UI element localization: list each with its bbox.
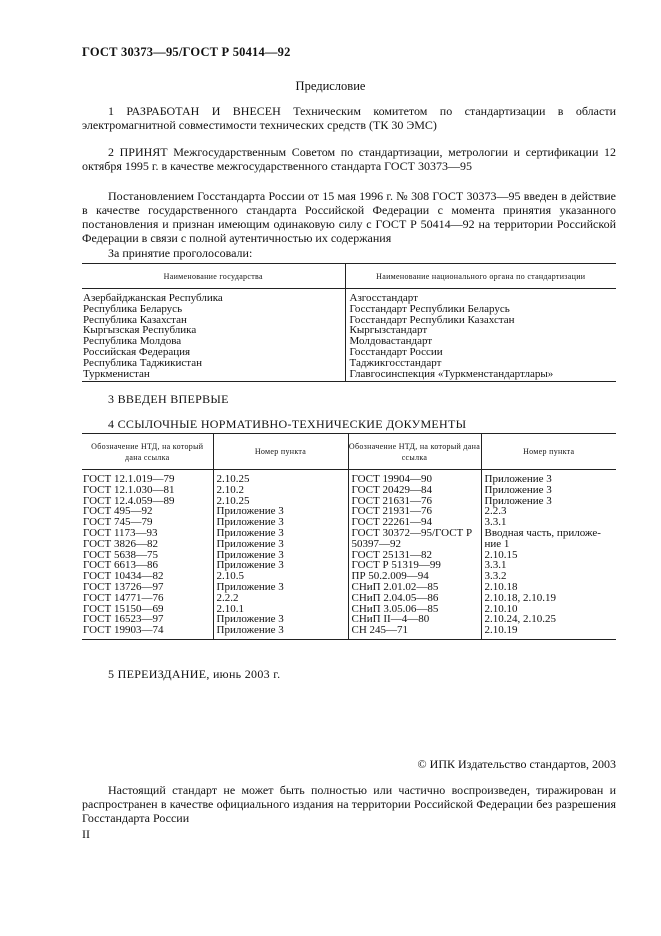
clause-cell: 2.10.10 [481, 604, 616, 615]
decree-paragraph [82, 189, 616, 245]
clause-cell: 2.10.5 [213, 571, 348, 582]
clause-cell: Приложение 3 [213, 550, 348, 561]
notice-text: Настоящий стандарт не может быть полностью или частично воспроизведен, тиражирован и распространен в качестве официального издания на территории Российской Федерации без разрешения Госстандарта России [82, 783, 616, 825]
clause-cell: Приложение 3 [213, 506, 348, 517]
decree-text: Постановлением Госстандарта России от 15 мая 1996 г. № 308 ГОСТ 30373—95 введен в действие в качестве государственного стандарта Российской Федерации с момента принятия указанного постановления и признан имеющим одинаковую силу с ГОСТ Р 50414—92 на территории Российской Федерации в связи с полной аутентичностью их содержания [82, 189, 616, 245]
ntd-cell: ГОСТ 21931—76 [348, 506, 481, 517]
state-cell: Азербайджанская Республика [83, 292, 223, 304]
section-3-heading: 3 ВВЕДЕН ВПЕРВЫЕ [108, 392, 229, 406]
ntd-cell: ГОСТ 15150—69 [83, 602, 164, 615]
voted-label: За принятие проголосовали: [108, 246, 253, 260]
table-row [82, 289, 616, 304]
clause-cell: 2.2.3 [481, 506, 616, 517]
ntd-cell: ГОСТ 13726—97 [83, 580, 164, 593]
ntd-cell: ГОСТ 19904—90 [348, 470, 481, 485]
clause-cell: 2.10.19 [481, 625, 616, 639]
clause-cell: ние 1 [481, 539, 616, 550]
references-table-header [82, 434, 616, 470]
clause-cell: Приложение 3 [213, 517, 348, 528]
table-row [82, 550, 616, 561]
ntd-cell: 50397—92 [348, 539, 481, 550]
ntd-cell: ГОСТ 14771—76 [83, 591, 164, 604]
copyright-line: © ИПК Издательство стандартов, 2003 [417, 757, 616, 771]
page-title: Предисловие [295, 79, 366, 93]
document-header: ГОСТ 30373—95/ГОСТ Р 50414—92 [82, 45, 291, 59]
column-header-clause-right: Номер пункта [481, 434, 616, 470]
column-header-national-body: Наименование национального органа по стандартизации [345, 264, 616, 289]
clause-cell: Вводная часть, приложе- [481, 528, 616, 539]
clause-cell: 2.2.2 [213, 593, 348, 604]
ntd-cell: ГОСТ 22261—94 [348, 517, 481, 528]
column-header-state: Наименование государства [82, 264, 345, 289]
table-row [82, 528, 616, 539]
ntd-cell: ГОСТ 25131—82 [348, 550, 481, 561]
body-cell: Госстандарт России [345, 347, 616, 358]
section-1-paragraph [82, 104, 616, 132]
ntd-cell: ГОСТ Р 51319—99 [348, 560, 481, 571]
clause-cell: 3.3.1 [481, 517, 616, 528]
clause-cell: Приложение 3 [481, 470, 616, 485]
clause-cell: 2.10.15 [481, 550, 616, 561]
notice-paragraph [82, 783, 616, 825]
voting-table [82, 263, 616, 382]
state-cell: Российская Федерация [83, 345, 191, 358]
body-cell: Молдовастандарт [345, 336, 616, 347]
table-row [82, 369, 616, 382]
ntd-cell: СНиП 2.01.02—85 [348, 582, 481, 593]
state-cell: Республика Молдова [83, 335, 182, 348]
clause-cell: Приложение 3 [213, 614, 348, 625]
ntd-cell: ГОСТ 21631—76 [348, 496, 481, 507]
ntd-cell: ГОСТ 12.1.030—81 [83, 483, 175, 496]
ntd-cell: СН 245—71 [348, 625, 481, 639]
column-header-ntd-left: Обозначение НТД, на который дана ссылка [82, 434, 213, 470]
clause-cell: 2.10.1 [213, 604, 348, 615]
body-cell: Кыргызстандарт [345, 325, 616, 336]
section-1-text: 1 РАЗРАБОТАН И ВНЕСЕН Техническим комитетом по стандартизации в области электромагнитной совместимости технических средств (ТК 30 ЭМС) [82, 104, 616, 132]
section-2-text: 2 ПРИНЯТ Межгосударственным Советом по стандартизации, метрологии и сертификации 12 октября 1995 г. в качестве межгосударственного стандарта ГОСТ 30373—95 [82, 145, 616, 173]
state-cell: Республика Беларусь [83, 302, 183, 315]
ntd-cell: СНиП II—4—80 [348, 614, 481, 625]
ntd-cell: ГОСТ 495—92 [83, 505, 153, 518]
table-row [82, 496, 616, 507]
body-cell: Госстандарт Республики Казахстан [345, 315, 616, 326]
ntd-cell: СНиП 2.04.05—86 [348, 593, 481, 604]
clause-cell: 2.10.25 [213, 496, 348, 507]
clause-cell: Приложение 3 [481, 485, 616, 496]
ntd-cell: ГОСТ 1173—93 [83, 526, 158, 539]
clause-cell: 2.10.25 [213, 470, 348, 485]
clause-cell: 2.10.24, 2.10.25 [481, 614, 616, 625]
clause-cell: 3.3.2 [481, 571, 616, 582]
body-cell: Госстандарт Республики Беларусь [345, 304, 616, 315]
clause-cell: Приложение 3 [213, 560, 348, 571]
table-row [82, 539, 616, 550]
ntd-cell: ГОСТ 10434—82 [83, 570, 164, 583]
state-cell: Республика Казахстан [83, 313, 187, 326]
table-row [82, 358, 616, 369]
ntd-cell: ГОСТ 19903—74 [82, 625, 213, 639]
clause-cell: 2.10.18, 2.10.19 [481, 593, 616, 604]
table-row [82, 625, 616, 639]
clause-cell: Приложение 3 [213, 539, 348, 550]
column-header-clause-left: Номер пункта [213, 434, 348, 470]
table-row [82, 304, 616, 315]
table-row [82, 506, 616, 517]
state-cell: Республика Таджикистан [83, 356, 202, 369]
page-number: II [82, 827, 90, 841]
ntd-cell: ГОСТ 6613—86 [83, 559, 158, 572]
ntd-cell: ГОСТ 30372—95/ГОСТ Р [348, 528, 481, 539]
clause-cell: Приложение 3 [213, 625, 348, 639]
body-cell: Главгосинспекция «Туркменстандартлары» [345, 369, 616, 382]
clause-cell: Приложение 3 [213, 582, 348, 593]
clause-cell: Приложение 3 [481, 496, 616, 507]
state-cell: Туркменистан [82, 369, 345, 382]
table-row [82, 485, 616, 496]
ntd-cell: ГОСТ 745—79 [83, 516, 153, 529]
table-row [82, 593, 616, 604]
clause-cell: Приложение 3 [213, 528, 348, 539]
state-cell: Кыргызская Республика [83, 324, 197, 337]
ntd-cell: ПР 50.2.009—94 [348, 571, 481, 582]
clause-cell: 3.3.1 [481, 560, 616, 571]
section-2-paragraph [82, 145, 616, 173]
ntd-cell: ГОСТ 3826—82 [83, 537, 158, 550]
clause-cell: 2.10.18 [481, 582, 616, 593]
references-table [82, 433, 616, 640]
ntd-cell: ГОСТ 16523—97 [83, 613, 164, 626]
column-header-ntd-right: Обозначение НТД, на который дана ссылка [348, 434, 481, 470]
section-4-heading: 4 ССЫЛОЧНЫЕ НОРМАТИВНО-ТЕХНИЧЕСКИЕ ДОКУМЕНТЫ [108, 417, 467, 431]
body-cell: Азгосстандарт [345, 289, 616, 304]
ntd-cell: ГОСТ 20429—84 [348, 485, 481, 496]
ntd-cell: ГОСТ 12.4.059—89 [83, 494, 175, 507]
ntd-cell: СНиП 3.05.06—85 [348, 604, 481, 615]
body-cell: Таджикгосстандарт [345, 358, 616, 369]
ntd-cell: ГОСТ 5638—75 [83, 548, 158, 561]
section-5-heading: 5 ПЕРЕИЗДАНИЕ, июнь 2003 г. [108, 667, 281, 681]
table-row [82, 470, 616, 485]
clause-cell: 2.10.2 [213, 485, 348, 496]
voting-table-header [82, 264, 616, 289]
ntd-cell: ГОСТ 12.1.019—79 [83, 473, 175, 485]
